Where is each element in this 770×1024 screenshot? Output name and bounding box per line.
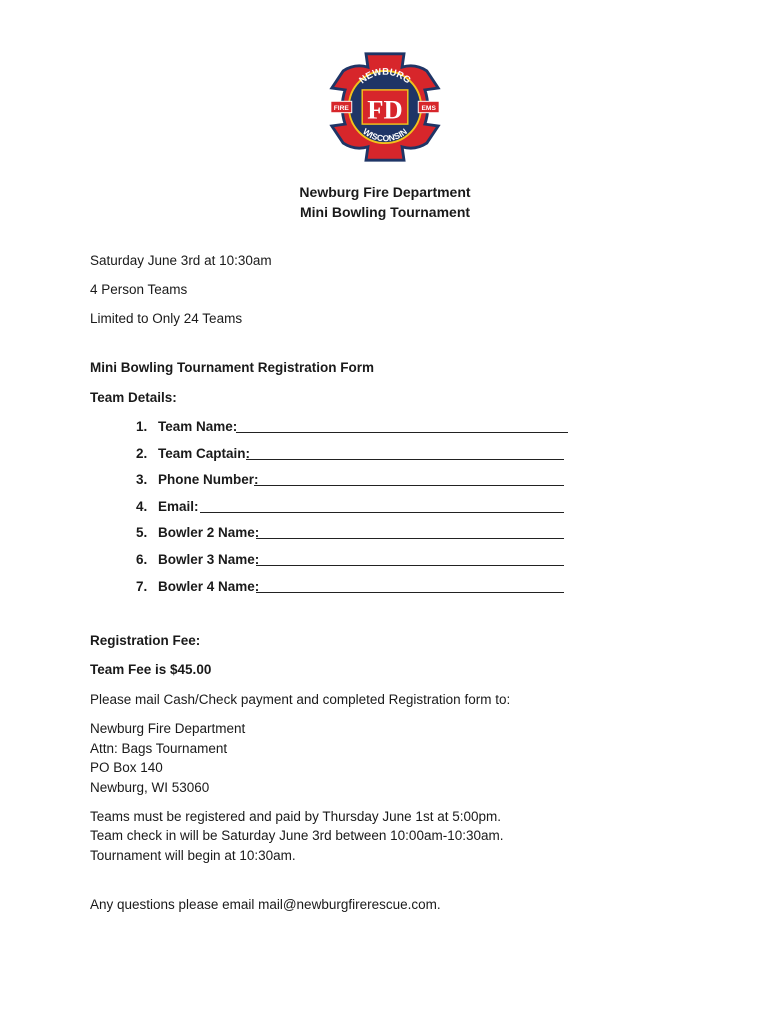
- fee-instruction: Please mail Cash/Check payment and completed Registration form to:: [90, 692, 511, 707]
- header-line-2: Mini Bowling Tournament: [299, 204, 471, 220]
- field-number: 2.: [136, 446, 148, 461]
- field-label: Team Name:: [158, 419, 238, 434]
- email-line[interactable]: [200, 512, 564, 513]
- address-line-2: Attn: Bags Tournament: [90, 741, 228, 756]
- field-number: 5.: [136, 525, 148, 540]
- team-size: 4 Person Teams: [90, 282, 188, 297]
- fee-title: Registration Fee:: [90, 633, 201, 648]
- address-line-1: Newburg Fire Department: [90, 721, 246, 736]
- team-limit: Limited to Only 24 Teams: [90, 311, 243, 326]
- field-label: Email:: [158, 499, 199, 514]
- logo-monogram: FD: [367, 94, 403, 125]
- address-line-4: Newburg, WI 53060: [90, 780, 210, 795]
- field-label: Bowler 4 Name:: [158, 579, 260, 594]
- fee-amount: Team Fee is $45.00: [90, 662, 212, 677]
- field-label: Bowler 2 Name:: [158, 525, 260, 540]
- header-line-1: Newburg Fire Department: [299, 184, 471, 200]
- bowler-4-line[interactable]: [256, 592, 564, 593]
- team-details-label: Team Details:: [90, 390, 177, 405]
- bowler-3-line[interactable]: [256, 565, 564, 566]
- logo-right-text: EMS: [421, 104, 436, 112]
- team-name-line[interactable]: [236, 432, 568, 433]
- field-number: 4.: [136, 499, 148, 514]
- field-label: Bowler 3 Name:: [158, 552, 260, 567]
- field-number: 3.: [136, 472, 148, 487]
- contact-text: Any questions please email mail@newburgfirerescue.com.: [90, 897, 441, 912]
- field-label: Phone Number:: [158, 472, 259, 487]
- schedule-line-3: Tournament will begin at 10:30am.: [90, 848, 296, 863]
- field-number: 7.: [136, 579, 148, 594]
- logo-bottom-text: WISCONSIN: [361, 126, 409, 144]
- address-line-3: PO Box 140: [90, 760, 163, 775]
- schedule-line-2: Team check in will be Saturday June 3rd between 10:00am-10:30am.: [90, 828, 504, 843]
- fire-department-logo: [328, 50, 442, 164]
- schedule-line-1: Teams must be registered and paid by Thursday June 1st at 5:00pm.: [90, 809, 501, 824]
- event-date: Saturday June 3rd at 10:30am: [90, 253, 272, 268]
- logo-top-text: NEWBURG: [357, 66, 413, 87]
- field-number: 1.: [136, 419, 148, 434]
- team-captain-line[interactable]: [246, 459, 564, 460]
- field-number: 6.: [136, 552, 148, 567]
- field-label: Team Captain:: [158, 446, 251, 461]
- form-title: Mini Bowling Tournament Registration Form: [90, 360, 374, 375]
- bowler-2-line[interactable]: [256, 538, 564, 539]
- logo-left-text: FIRE: [333, 104, 349, 112]
- phone-number-line[interactable]: [254, 485, 564, 486]
